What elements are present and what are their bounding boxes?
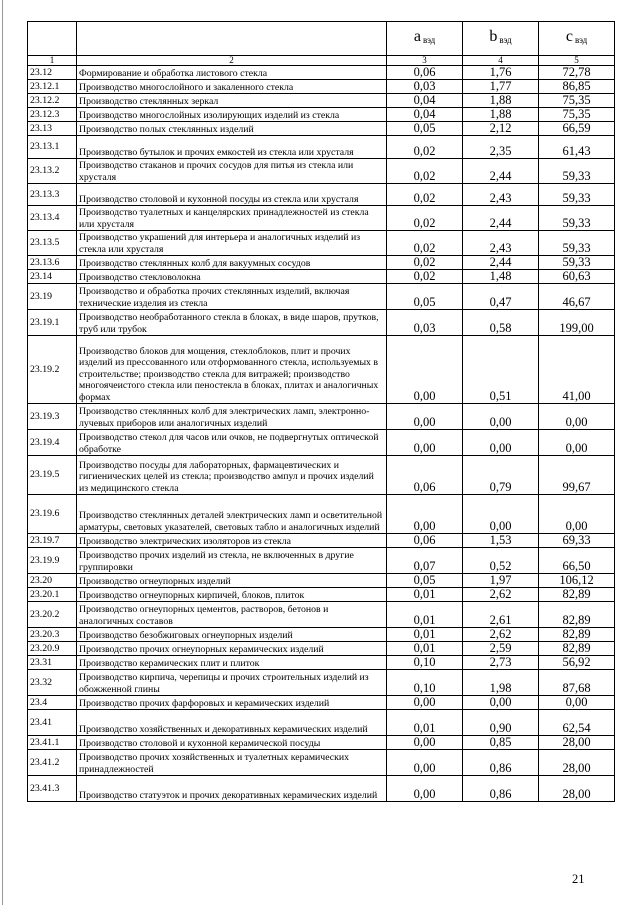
coef-c-cell: 59,33 [539, 159, 615, 184]
table-row [28, 750, 615, 776]
coef-b-cell: 0,00 [463, 495, 539, 534]
coef-a-cell: 0,00 [387, 404, 463, 430]
coef-c-cell: 62,54 [539, 710, 615, 736]
coef-c-cell: 82,89 [539, 588, 615, 602]
coef-a-cell: 0,06 [387, 66, 463, 80]
coef-c-cell: 82,89 [539, 642, 615, 656]
coef-b-cell: 2,35 [463, 136, 539, 159]
coef-a-cell: 0,04 [387, 94, 463, 108]
coef-a-cell: 0,04 [387, 108, 463, 122]
table-row [28, 534, 615, 548]
coef-b-cell: 0,90 [463, 710, 539, 736]
coef-c-cell: 106,12 [539, 574, 615, 588]
coef-b-cell: 0,58 [463, 310, 539, 336]
okved-code-cell: 23.20.1 [28, 588, 77, 602]
coef-a-cell: 0,05 [387, 122, 463, 136]
activity-name-cell: Производство столовой и кухонной посуды из стекла или хрусталя [77, 184, 387, 206]
coef-c-cell: 59,33 [539, 256, 615, 270]
coef-c-cell: 66,59 [539, 122, 615, 136]
okved-code-cell: 23.31 [28, 656, 77, 670]
coef-c-cell: 75,35 [539, 94, 615, 108]
coef-c-cell: 66,50 [539, 548, 615, 574]
table-row [28, 456, 615, 495]
okved-code-cell: 23.19.5 [28, 456, 77, 495]
coef-c-cell: 82,89 [539, 602, 615, 628]
activity-name-cell: Производство стеклянных колб для вакуумных сосудов [77, 256, 387, 270]
coef-a-cell: 0,03 [387, 80, 463, 94]
coef-b-cell: 0,00 [463, 696, 539, 710]
coef-b-cell: 2,12 [463, 122, 539, 136]
table-row [28, 642, 615, 656]
column-index-1: 1 [28, 56, 77, 66]
coef-c-cell: 28,00 [539, 750, 615, 776]
okved-code-cell: 23.41.2 [28, 750, 77, 776]
table-row [28, 122, 615, 136]
coef-b-cell: 0,86 [463, 750, 539, 776]
coef-b-cell: 2,43 [463, 184, 539, 206]
coef-c-cell: 28,00 [539, 776, 615, 802]
coef-c-cell: 75,35 [539, 108, 615, 122]
activity-name-cell: Производство посуды для лабораторных, фармацевтических и гигиенических целей из стекла; производство ампул и прочих изделий из медицинского стекла [77, 456, 387, 495]
activity-name-cell: Производство многослойного и закаленного стекла [77, 80, 387, 94]
coef-c-cell: 59,33 [539, 184, 615, 206]
activity-name-cell: Производство огнеупорных кирпичей, блоков, плиток [77, 588, 387, 602]
activity-name-cell: Производство стеклянных колб для электрических ламп, электронно-лучевых приборов или аналогичных изделий [77, 404, 387, 430]
table-row [28, 776, 615, 802]
activity-name-cell: Производство кирпича, черепицы и прочих строительных изделий из обожженной глины [77, 670, 387, 696]
coef-c-cell: 28,00 [539, 736, 615, 750]
coef-b-cell: 1,97 [463, 574, 539, 588]
coef-b-cell: 2,44 [463, 159, 539, 184]
activity-name-cell: Производство стекол для часов или очков, не подвергнутых оптической обработке [77, 430, 387, 456]
activity-name-cell: Формирование и обработка листового стекла [77, 66, 387, 80]
coef-b-cell: 1,48 [463, 270, 539, 284]
coef-c-cell: 72,78 [539, 66, 615, 80]
activity-name-cell: Производство хозяйственных и декоративных керамических изделий [77, 710, 387, 736]
activity-name-cell: Производство электрических изоляторов из стекла [77, 534, 387, 548]
coef-c-cell: 60,63 [539, 270, 615, 284]
activity-name-cell: Производство туалетных и канцелярских принадлежностей из стекла или хрусталя [77, 206, 387, 231]
coef-a-cell: 0,01 [387, 602, 463, 628]
okved-code-cell: 23.13.5 [28, 231, 77, 256]
activity-name-cell: Производство бутылок и прочих емкостей из стекла или хрусталя [77, 136, 387, 159]
coef-b-cell: 0,86 [463, 776, 539, 802]
column-index-5: 5 [539, 56, 615, 66]
okved-code-cell: 23.14 [28, 270, 77, 284]
coef-b-cell: 0,79 [463, 456, 539, 495]
header-cell-code [28, 22, 77, 56]
table-row [28, 574, 615, 588]
coef-a-cell: 0,00 [387, 696, 463, 710]
okved-code-cell: 23.12.2 [28, 94, 77, 108]
table-row [28, 206, 615, 231]
activity-name-cell: Производство и обработка прочих стеклянных изделий, включая технические изделия из стекла [77, 284, 387, 310]
coef-a-cell: 0,10 [387, 670, 463, 696]
coef-a-cell: 0,01 [387, 710, 463, 736]
table-row [28, 66, 615, 80]
okved-code-cell: 23.4 [28, 696, 77, 710]
coef-a-cell: 0,00 [387, 430, 463, 456]
coef-a-cell: 0,02 [387, 136, 463, 159]
okved-code-cell: 23.13.2 [28, 159, 77, 184]
table-row [28, 548, 615, 574]
activity-name-cell: Производство огнеупорных цементов, растворов, бетонов и аналогичных составов [77, 602, 387, 628]
page-number: 21 [572, 872, 585, 886]
table-row [28, 430, 615, 456]
okved-code-cell: 23.20.2 [28, 602, 77, 628]
coef-b-cell: 0,52 [463, 548, 539, 574]
activity-name-cell: Производство украшений для интерьера и аналогичных изделий из стекла или хрусталя [77, 231, 387, 256]
coef-c-cell: 59,33 [539, 206, 615, 231]
coef-a-cell: 0,02 [387, 231, 463, 256]
coef-a-cell: 0,00 [387, 495, 463, 534]
okved-code-cell: 23.19 [28, 284, 77, 310]
activity-name-cell: Производство прочих изделий из стекла, не включенных в другие группировки [77, 548, 387, 574]
coef-a-cell: 0,02 [387, 256, 463, 270]
okved-code-cell: 23.20.3 [28, 628, 77, 642]
coef-c-cell: 56,92 [539, 656, 615, 670]
okved-code-cell: 23.41.3 [28, 776, 77, 802]
coef-c-cell: 46,67 [539, 284, 615, 310]
coef-c-cell: 61,43 [539, 136, 615, 159]
coef-b-cell: 1,98 [463, 670, 539, 696]
table-row [28, 495, 615, 534]
okved-code-cell: 23.19.1 [28, 310, 77, 336]
okved-code-cell: 23.19.9 [28, 548, 77, 574]
table-row [28, 404, 615, 430]
activity-name-cell: Производство прочих огнеупорных керамических изделий [77, 642, 387, 656]
table-row [28, 710, 615, 736]
coef-a-cell: 0,06 [387, 534, 463, 548]
coef-a-cell: 0,01 [387, 628, 463, 642]
okved-code-cell: 23.19.6 [28, 495, 77, 534]
activity-name-cell: Производство стеклянных деталей электрических ламп и осветительной арматуры, световых указателей, световых табло и аналогичных изделий [77, 495, 387, 534]
coef-a-cell: 0,02 [387, 206, 463, 231]
activity-name-cell: Производство керамических плит и плиток [77, 656, 387, 670]
table-row [28, 656, 615, 670]
coef-b-cell: 2,62 [463, 628, 539, 642]
coef-c-cell: 82,89 [539, 628, 615, 642]
coef-b-cell: 1,77 [463, 80, 539, 94]
scan-edge-line [2, 0, 3, 905]
activity-name-cell: Производство стекловолокна [77, 270, 387, 284]
coef-b-cell: 1,76 [463, 66, 539, 80]
okved-code-cell: 23.13 [28, 122, 77, 136]
table-row [28, 159, 615, 184]
okved-code-cell: 23.12.3 [28, 108, 77, 122]
header-col-b: b $_{вэд}$ [463, 22, 539, 56]
activity-name-cell: Производство прочих хозяйственных и туалетных керамических принадлежностей [77, 750, 387, 776]
okved-code-cell: 23.12.1 [28, 80, 77, 94]
coef-b-cell: 2,59 [463, 642, 539, 656]
coef-a-cell: 0,00 [387, 750, 463, 776]
okved-code-cell: 23.19.7 [28, 534, 77, 548]
coef-b-cell: 0,47 [463, 284, 539, 310]
activity-name-cell: Производство статуэток и прочих декоративных керамических изделий [77, 776, 387, 802]
coef-c-cell: 87,68 [539, 670, 615, 696]
okved-code-cell: 23.32 [28, 670, 77, 696]
okved-code-cell: 23.19.2 [28, 336, 77, 404]
coef-c-cell: 199,00 [539, 310, 615, 336]
okved-code-cell: 23.20.9 [28, 642, 77, 656]
coef-a-cell: 0,00 [387, 776, 463, 802]
table-row [28, 284, 615, 310]
table-row [28, 231, 615, 256]
column-index-row [28, 56, 615, 66]
table-row [28, 108, 615, 122]
coef-b-cell: 0,00 [463, 430, 539, 456]
coef-a-cell: 0,07 [387, 548, 463, 574]
header-col-a: a $_{вэд}$ [387, 22, 463, 56]
header-cell-name [77, 22, 387, 56]
activity-name-cell: Производство прочих фарфоровых и керамических изделий [77, 696, 387, 710]
okved-code-cell: 23.13.1 [28, 136, 77, 159]
okved-code-cell: 23.41 [28, 710, 77, 736]
activity-name-cell: Производство необработанного стекла в блоках, в виде шаров, прутков, труб или трубок [77, 310, 387, 336]
table-row [28, 310, 615, 336]
activity-name-cell: Производство полых стеклянных изделий [77, 122, 387, 136]
table-row [28, 588, 615, 602]
table-row [28, 270, 615, 284]
header-col-c: c $_{вэд}$ [539, 22, 615, 56]
activity-name-cell: Производство стеклянных зеркал [77, 94, 387, 108]
column-index-3: 3 [387, 56, 463, 66]
activity-name-cell: Производство безобжиговых огнеупорных изделий [77, 628, 387, 642]
activity-name-cell: Производство стаканов и прочих сосудов для питья из стекла или хрусталя [77, 159, 387, 184]
coef-a-cell: 0,05 [387, 284, 463, 310]
table-row [28, 256, 615, 270]
coef-b-cell: 2,73 [463, 656, 539, 670]
table-row [28, 736, 615, 750]
coef-c-cell: 69,33 [539, 534, 615, 548]
coef-b-cell: 1,88 [463, 94, 539, 108]
table-row [28, 602, 615, 628]
coef-a-cell: 0,00 [387, 336, 463, 404]
okved-code-cell: 23.19.4 [28, 430, 77, 456]
okved-code-cell: 23.13.6 [28, 256, 77, 270]
coef-b-cell: 2,44 [463, 256, 539, 270]
coef-a-cell: 0,01 [387, 642, 463, 656]
table-row [28, 94, 615, 108]
table-row [28, 670, 615, 696]
coef-c-cell: 86,85 [539, 80, 615, 94]
table-row [28, 136, 615, 159]
coef-c-cell: 41,00 [539, 336, 615, 404]
coef-c-cell: 99,67 [539, 456, 615, 495]
column-index-2: 2 [77, 56, 387, 66]
coef-b-cell: 1,53 [463, 534, 539, 548]
activity-name-cell: Производство столовой и кухонной керамической посуды [77, 736, 387, 750]
activity-name-cell: Производство огнеупорных изделий [77, 574, 387, 588]
coef-b-cell: 0,51 [463, 336, 539, 404]
coef-b-cell: 1,88 [463, 108, 539, 122]
coefficients-table [27, 21, 615, 802]
coef-a-cell: 0,03 [387, 310, 463, 336]
okved-code-cell: 23.20 [28, 574, 77, 588]
coef-a-cell: 0,02 [387, 184, 463, 206]
coef-b-cell: 2,44 [463, 206, 539, 231]
coef-c-cell: 59,33 [539, 231, 615, 256]
coef-b-cell: 2,62 [463, 588, 539, 602]
coef-a-cell: 0,01 [387, 588, 463, 602]
coef-a-cell: 0,02 [387, 159, 463, 184]
table-row [28, 628, 615, 642]
coef-a-cell: 0,05 [387, 574, 463, 588]
coef-a-cell: 0,02 [387, 270, 463, 284]
coef-b-cell: 0,85 [463, 736, 539, 750]
okved-code-cell: 23.13.3 [28, 184, 77, 206]
coef-a-cell: 0,06 [387, 456, 463, 495]
coef-c-cell: 0,00 [539, 696, 615, 710]
coef-b-cell: 0,00 [463, 404, 539, 430]
activity-name-cell: Производство многослойных изолирующих изделий из стекла [77, 108, 387, 122]
okved-code-cell: 23.13.4 [28, 206, 77, 231]
okved-code-cell: 23.41.1 [28, 736, 77, 750]
okved-code-cell: 23.19.3 [28, 404, 77, 430]
table-row [28, 184, 615, 206]
coef-b-cell: 2,61 [463, 602, 539, 628]
column-index-4: 4 [463, 56, 539, 66]
coef-c-cell: 0,00 [539, 404, 615, 430]
coef-a-cell: 0,10 [387, 656, 463, 670]
coef-c-cell: 0,00 [539, 495, 615, 534]
table-row [28, 336, 615, 404]
header-row [28, 22, 615, 56]
okved-code-cell: 23.12 [28, 66, 77, 80]
table-row [28, 80, 615, 94]
coef-b-cell: 2,43 [463, 231, 539, 256]
coef-c-cell: 0,00 [539, 430, 615, 456]
table-row [28, 696, 615, 710]
activity-name-cell: Производство блоков для мощения, стеклоблоков, плит и прочих изделий из прессованного или отформованного стекла, используемых в строительстве; производство стекла для витражей; производство многоячеистого стекла или пеностекла в блоках, плитах и аналогичных формах [77, 336, 387, 404]
table-body [28, 66, 615, 802]
coef-a-cell: 0,00 [387, 736, 463, 750]
